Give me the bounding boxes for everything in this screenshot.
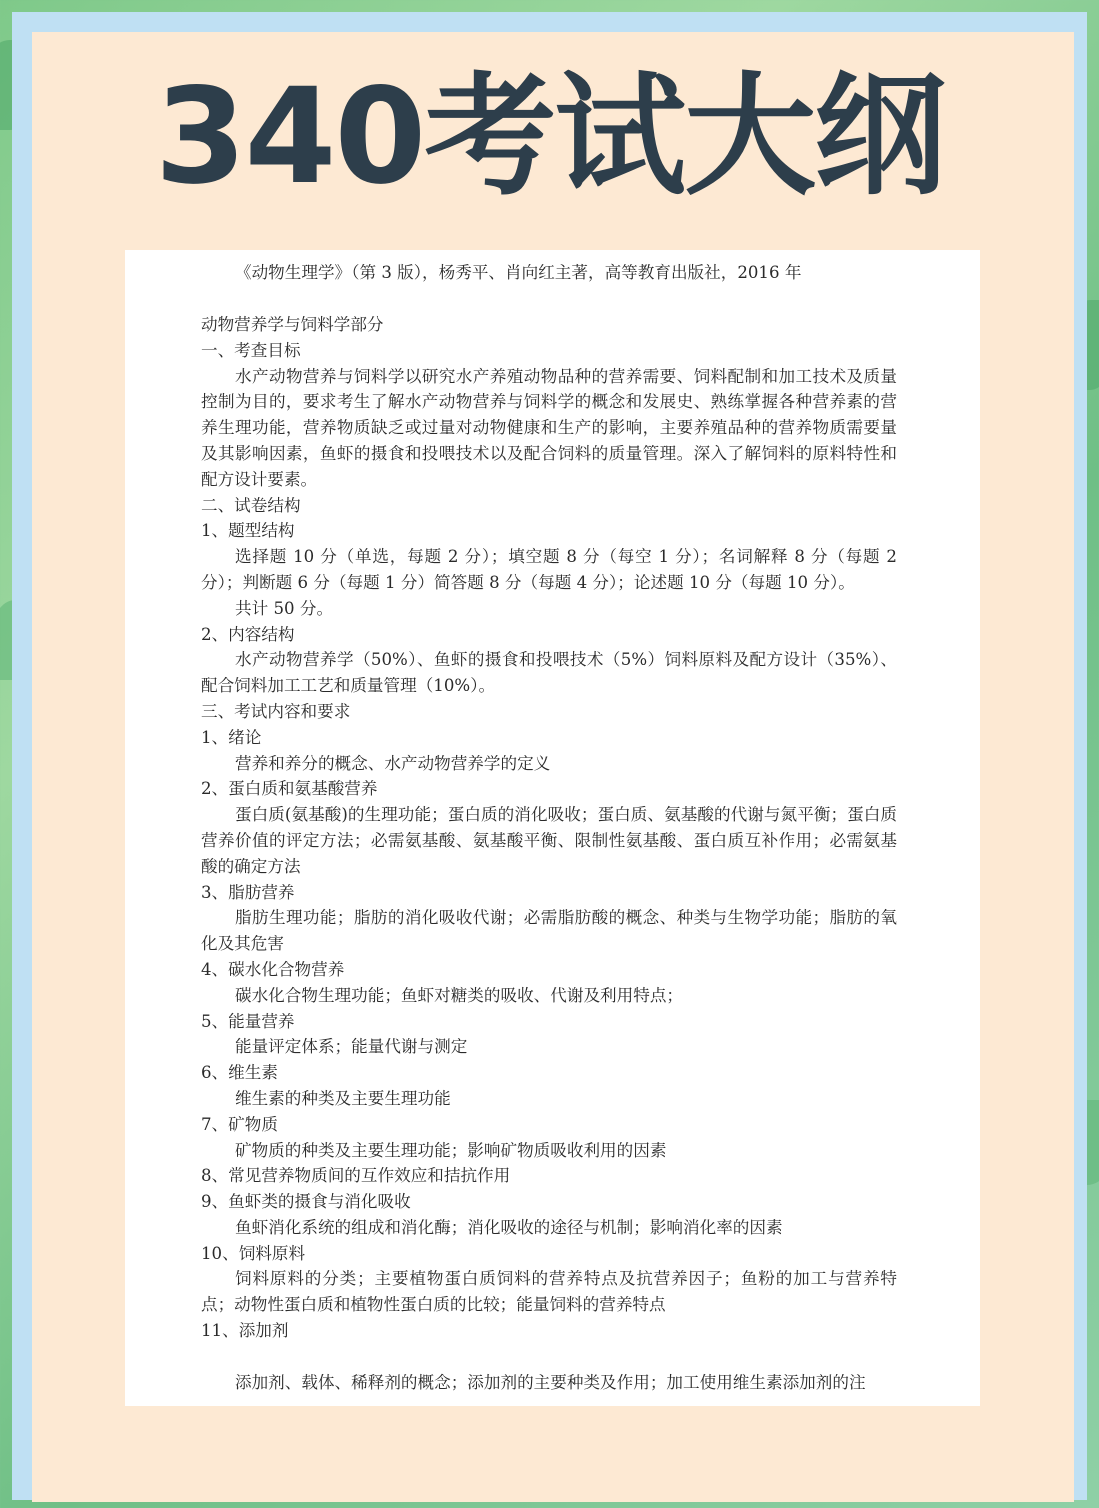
part2-sub2-heading: 2、内容结构 <box>201 624 295 644</box>
item-heading: 1、绪论 <box>201 727 262 747</box>
item-body: 营养和养分的概念、水产动物营养学的定义 <box>235 753 551 773</box>
part1-heading: 一、考查目标 <box>201 340 301 360</box>
item-heading: 5、能量营养 <box>201 1011 295 1031</box>
item-heading: 2、蛋白质和氨基酸营养 <box>201 779 378 799</box>
part1-body: 水产动物营养与饲料学以研究水产养殖动物品种的营养需要、饲料配制和加工技术及质量控制为目的，要求考生了解水产动物营养与饲料学的概念和发展史、熟练掌握各种营养素的营养生理功能，营养物质缺乏或过量对动物健康和生产的影响，主要养殖品种的营养物质需要量及其影响因素，鱼虾的摄食和投喂技术以及配合饲料的质量管理。深入了解饲料的原料特性和配方设计要素。 <box>201 366 897 489</box>
item-heading: 7、矿物质 <box>201 1114 278 1134</box>
item-body: 碳水化合物生理功能；鱼虾对糖类的吸收、代谢及利用特点； <box>235 985 684 1005</box>
item-body: 脂肪生理功能；脂肪的消化吸收代谢；必需脂肪酸的概念、种类与生物学功能；脂肪的氧化及其危害 <box>201 908 897 954</box>
item-heading: 4、碳水化合物营养 <box>201 959 345 979</box>
section-heading: 动物营养学与饲料学部分 <box>201 315 384 334</box>
document-body <box>201 260 897 1396</box>
page-gap <box>201 1344 897 1370</box>
item-heading: 10、饲料原料 <box>201 1243 306 1263</box>
part2-heading: 二、试卷结构 <box>201 495 301 515</box>
item-heading: 6、维生素 <box>201 1063 278 1083</box>
part2-sub1-heading: 1、题型结构 <box>201 521 295 541</box>
item-body: 鱼虾消化系统的组成和消化酶；消化吸收的途径与机制；影响消化率的因素 <box>235 1217 783 1237</box>
part2-sub2-body: 水产动物营养学（50%）、鱼虾的摄食和投喂技术（5%）饲料原料及配方设计（35%）、配合饲料加工工艺和质量管理（10%）。 <box>201 650 897 696</box>
item-heading: 3、脂肪营养 <box>201 882 295 902</box>
book-citation: 《动物生理学》（第 3 版），杨秀平、肖向红主著，高等教育出版社，2016 年 <box>235 263 802 282</box>
item-heading: 11、添加剂 <box>201 1321 289 1341</box>
item-body: 能量评定体系；能量代谢与测定 <box>235 1037 468 1057</box>
part3-heading: 三、考试内容和要求 <box>201 701 351 721</box>
item-heading: 9、鱼虾类的摄食与消化吸收 <box>201 1192 411 1212</box>
trailing-text: 添加剂、载体、稀释剂的概念；添加剂的主要种类及作用；加工使用维生素添加剂的注 <box>235 1372 866 1392</box>
item-body: 矿物质的种类及主要生理功能；影响矿物质吸收利用的因素 <box>235 1140 667 1160</box>
item-body: 维生素的种类及主要生理功能 <box>235 1088 451 1108</box>
document-scan <box>125 250 980 1406</box>
item-body: 蛋白质(氨基酸)的生理功能；蛋白质的消化吸收；蛋白质、氨基酸的代谢与氮平衡；蛋白质营养价值的评定方法；必需氨基酸、氨基酸平衡、限制性氨基酸、蛋白质互补作用；必需氨基酸的确定方法 <box>201 805 897 876</box>
item-body: 饲料原料的分类；主要植物蛋白质饲料的营养特点及抗营养因子；鱼粉的加工与营养特点；动物性蛋白质和植物性蛋白质的比较；能量饲料的营养特点 <box>201 1269 897 1315</box>
part2-sub1-body: 选择题 10 分（单选，每题 2 分）；填空题 8 分（每空 1 分）；名词解释 8 分（每题 2 分）；判断题 6 分（每题 1 分）简答题 8 分（每题 4 分）；论述题 10 分（每题 10 分）。 <box>201 547 897 592</box>
part2-sub1-total: 共计 50 分。 <box>235 598 334 618</box>
page-title: 340考试大纲 <box>154 60 945 214</box>
item-heading: 8、常见营养物质间的互作效应和拮抗作用 <box>201 1166 511 1186</box>
